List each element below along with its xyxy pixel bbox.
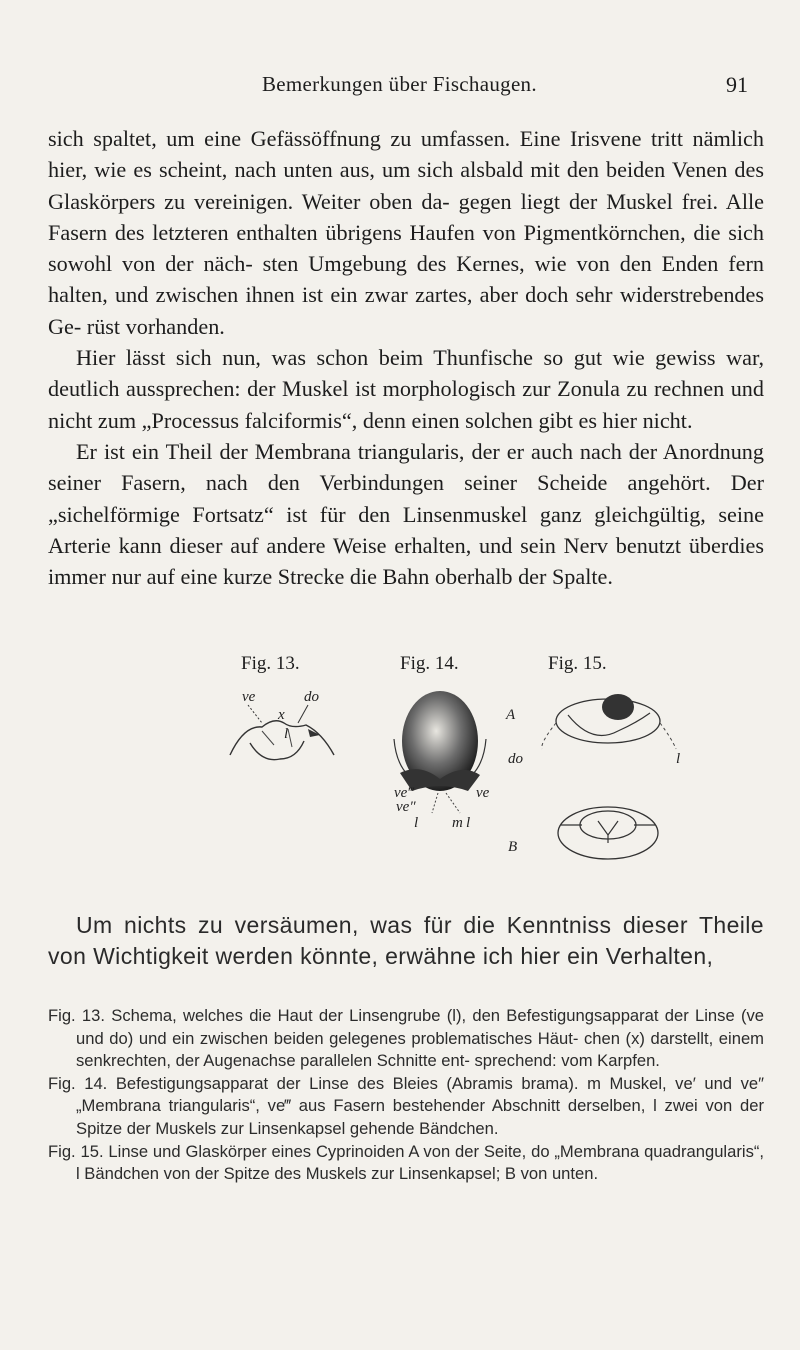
fig13-label-x: x <box>278 707 285 723</box>
fig15-label-do: do <box>508 751 523 767</box>
caption-fig-14: Fig. 14. Befestigungsapparat der Linse des Bleies (Abramis brama). m Muskel, ve′ und ve″ „Membrana triangularis“, ve‴ aus Fasern bestehender Abschnitt derselben, l zwei von der Spitze der Muskels zur Linsenkapsel gehende Bändchen. <box>48 1073 764 1138</box>
running-title: Bemerkungen über Fischaugen. <box>262 72 537 96</box>
figure-14-label: Fig. 14. <box>400 653 459 674</box>
body-paragraph: Er ist ein Theil der Membrana triangularis, der er auch nach der Anordnung seiner Fasern, nach den Verbindungen seiner Scheide angehört. Der „sichelförmige Fortsatz“ ist für den Linsenmuskel ganz gleichgültig, seine Arterie kann dieser auf andere Weise erhalten, und sein Nerv benutzt überdies immer nur auf eine kurze Strecke die Bahn oberhalb der Spalte. <box>48 438 764 590</box>
fig14-label-m: m <box>452 815 463 831</box>
figure-15-label: Fig. 15. <box>548 653 607 674</box>
figure-13-label: Fig. 13. <box>241 653 300 674</box>
fig15-label-A: A <box>506 707 516 723</box>
body-paragraph: sich spaltet, um eine Gefässöffnung zu umfassen. Eine Irisvene tritt nämlich hier, wie es scheint, nach unten aus, um sich alsbald mit den beiden Venen des Glaskörpers zu vereinigen. Weiter oben da- gegen liegt der Muskel frei. Alle Fasern des letzteren enthalten übrigens Haufen von Pigmentkörnchen, die sich sowohl von der näch- sten Umgebung des Kernes, wie von den Enden fern halten, und zwischen ihnen ist ein zwar zartes, aber doch sehr widerstrebendes Ge- rüst vorhanden. <box>48 126 764 339</box>
caption-fig-13: Fig. 13. Schema, welches die Haut der Linsengrube (l), den Befestigungsapparat der Linse (ve und do) und ein zwischen beiden gelegenes problematisches Häut- chen (x) darstellt, einem senkrechten, der Augenachse parallelen Schnitte ent- sprechend: vom Karpfen. <box>48 1006 764 1071</box>
fig14-label-ve2: ve″ <box>396 799 416 815</box>
fig14-label-l2: l <box>466 815 471 831</box>
continuation-text <box>48 910 764 972</box>
fig15-label-l: l <box>676 751 681 767</box>
continuation-paragraph: Um nichts zu versäumen, was für die Kenntniss dieser Theile von Wichtigkeit werden könnte, erwähne ich hier ein Verhalten, <box>48 912 764 969</box>
fig13-label-do: do <box>304 689 319 705</box>
fig13-label-l: l <box>284 726 289 742</box>
figure-13-drawing <box>222 683 342 773</box>
fig13-label-ve: ve <box>242 689 256 705</box>
figure-14-drawing <box>370 683 510 833</box>
body-paragraph: Hier lässt sich nun, was schon beim Thunfische so gut wie gewiss war, deutlich aussprechen: der Muskel ist morphologisch zur Zonula zu rechnen und nicht zum „Processus falciformis“, denn einen solchen gibt es hier nicht. <box>48 345 764 433</box>
fig14-label-ve3: ve‴ <box>394 785 414 801</box>
figure-15-drawing <box>500 683 730 883</box>
fig15-label-B: B <box>508 839 518 855</box>
body-text <box>48 123 764 592</box>
figure-row <box>0 653 800 883</box>
page-header <box>0 72 800 106</box>
figure-captions <box>48 1005 764 1186</box>
page-number: 91 <box>726 72 748 97</box>
caption-fig-15: Fig. 15. Linse und Glaskörper eines Cyprinoiden A von der Seite, do „Membrana quadrangularis“, l Bändchen von der Spitze des Muskels zur Linsenkapsel; B von unten. <box>48 1141 764 1184</box>
fig14-label-l: l <box>414 815 419 831</box>
fig14-label-ve1: ve <box>476 785 490 801</box>
